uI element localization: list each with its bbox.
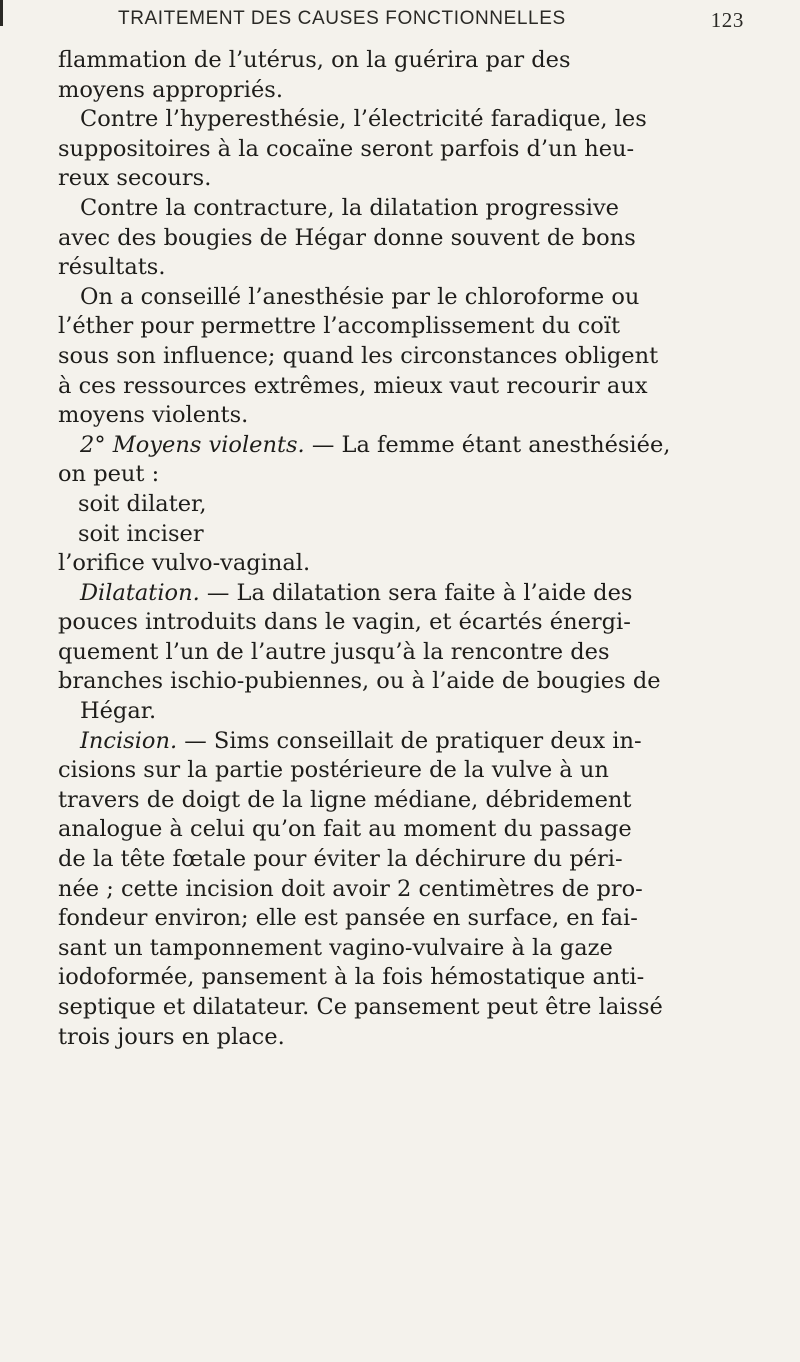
text-line: On a conseillé l’anesthésie par le chloroforme ou: [80, 283, 640, 310]
text-line: analogue à celui qu’on fait au moment du passage: [58, 816, 632, 843]
text-line: l’orifice vulvo-vaginal.: [58, 550, 311, 577]
text-line: Contre l’hyperesthésie, l’électricité faradique, les: [80, 106, 647, 133]
section-heading-text: — La femme étant anesthésiée,: [304, 431, 671, 458]
text-line: moyens violents.: [58, 402, 249, 429]
running-title: TRAITEMENT DES CAUSES FONCTIONNELLES: [118, 8, 566, 29]
text-line: à ces ressources extrêmes, mieux vaut recourir aux: [58, 372, 648, 399]
subsection-heading: Dilatation.: [80, 579, 200, 606]
section-heading-line: [58, 431, 758, 461]
body-text: [58, 46, 758, 1052]
text-line: suppositoires à la cocaïne seront parfois d’un heu-: [58, 135, 635, 162]
running-header: [118, 8, 758, 38]
text-line: branches ischio-pubiennes, ou à l’aide de bougies de: [58, 668, 661, 695]
text-line: de la tête fœtale pour éviter la déchirure du péri-: [58, 846, 623, 873]
text-line: pouces introduits dans le vagin, et écartés énergi-: [58, 609, 631, 636]
page-number: 123: [710, 8, 744, 32]
text-line: sant un tamponnement vagino-vulvaire à la gaze: [58, 934, 613, 961]
subsection-heading-line: [58, 579, 758, 609]
text-line: avec des bougies de Hégar donne souvent de bons: [58, 224, 636, 251]
text-line: trois jours en place.: [58, 1023, 285, 1050]
text-line: Hégar.: [80, 698, 157, 725]
text-line: moyens appropriés.: [58, 76, 283, 103]
text-line: septique et dilatateur. Ce pansement peut être laissé: [58, 994, 663, 1020]
text-line: reux secours.: [58, 165, 212, 192]
subsection-heading: Incision.: [80, 727, 178, 754]
text-line: soit dilater,: [78, 490, 207, 517]
subsection-heading-text: — La dilatation sera faite à l’aide des: [199, 579, 633, 606]
text-line: flammation de l’utérus, on la guérira par des: [58, 47, 571, 73]
text-line: née ; cette incision doit avoir 2 centimètres de pro-: [58, 875, 643, 902]
text-line: fondeur environ; elle est pansée en surface, en fai-: [58, 905, 638, 932]
text-line: soit inciser: [78, 520, 204, 547]
text-line: l’éther pour permettre l’accomplissement du coït: [58, 313, 621, 340]
text-line: Contre la contracture, la dilatation progressive: [80, 194, 619, 221]
text-line: résultats.: [58, 254, 166, 281]
text-line: on peut :: [58, 461, 160, 488]
subsection-heading-line: [58, 727, 758, 757]
text-line: travers de doigt de la ligne médiane, débridement: [58, 786, 632, 813]
text-line: quement l’un de l’autre jusqu’à la rencontre des: [58, 638, 610, 665]
section-heading: 2° Moyens violents.: [80, 431, 305, 458]
text-line: iodoformée, pansement à la fois hémostatique anti-: [58, 964, 645, 991]
text-line: cisions sur la partie postérieure de la vulve à un: [58, 757, 609, 784]
text-line: sous son influence; quand les circonstances obligent: [58, 342, 659, 369]
subsection-heading-text: — Sims conseillait de pratiquer deux in-: [177, 727, 642, 754]
page-edge-mark: [0, 0, 3, 26]
